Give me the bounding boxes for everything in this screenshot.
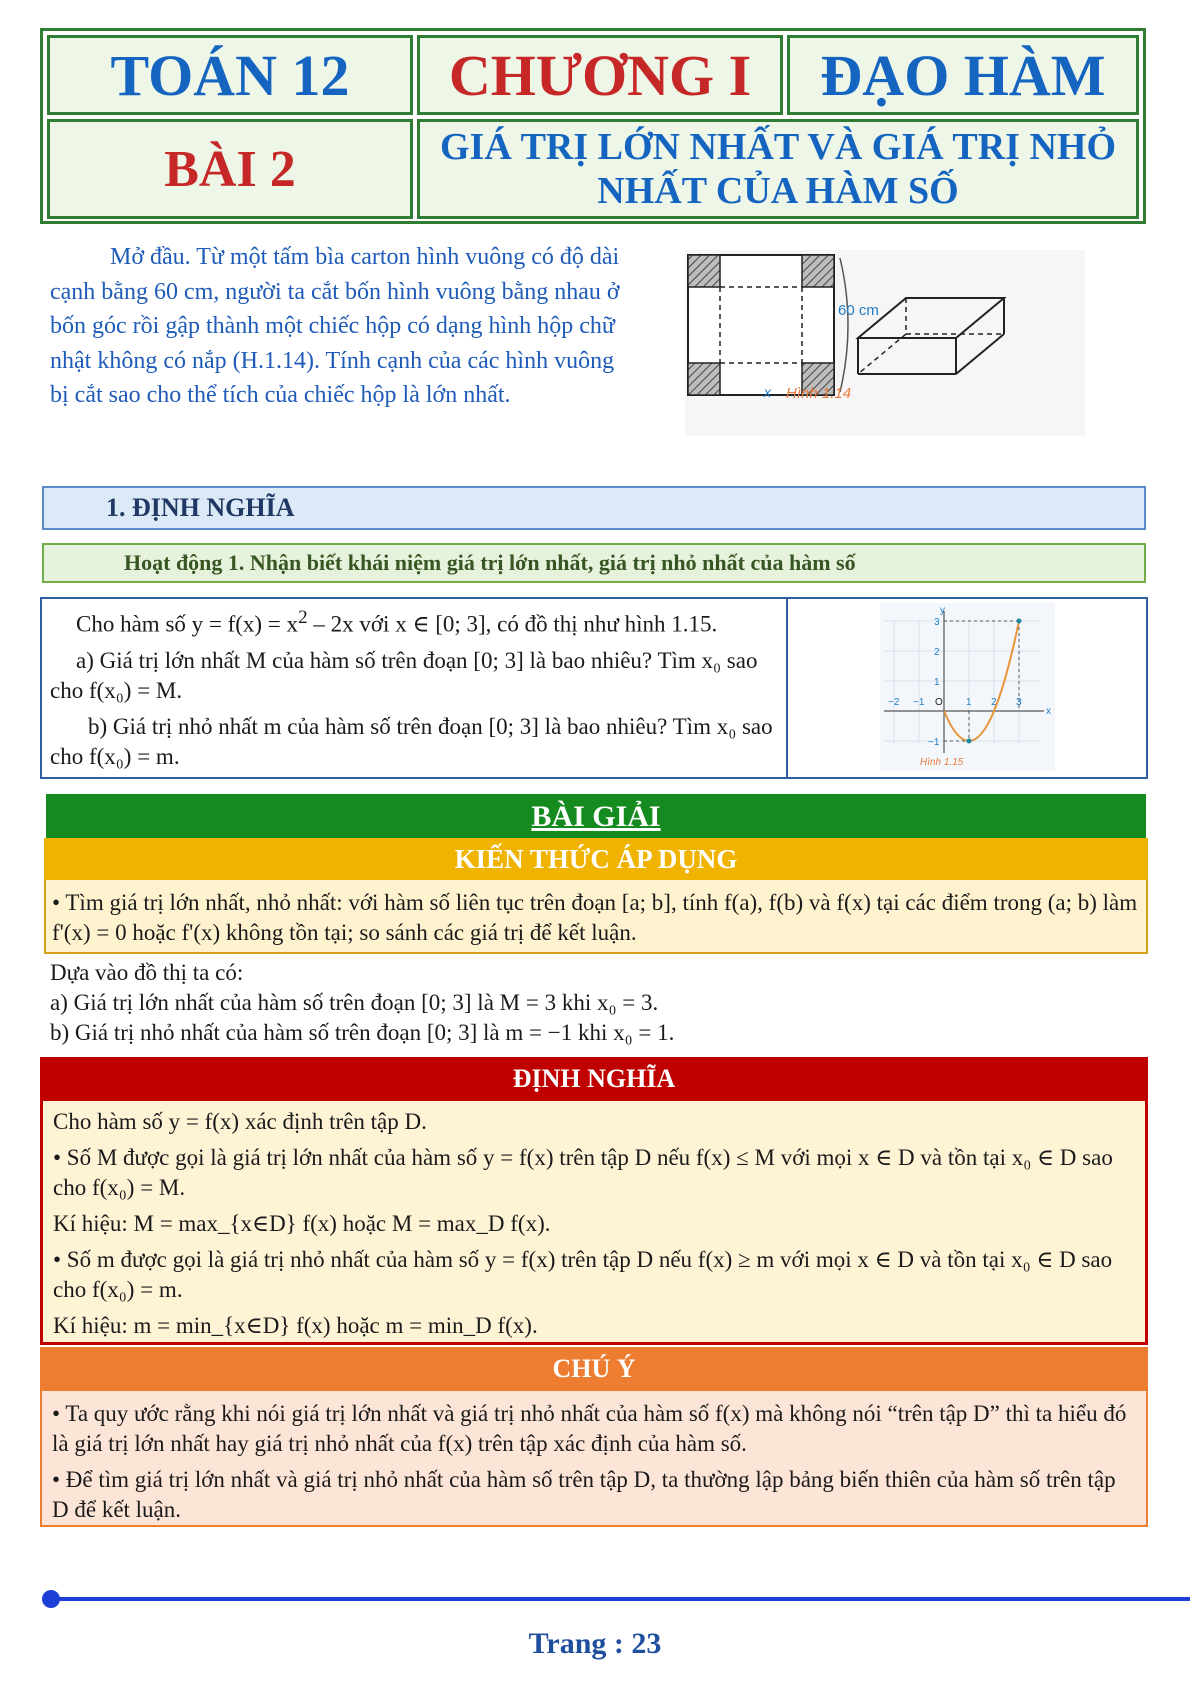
definition-max-notation: Kí hiệu: M = max_{x∈D} f(x) hoặc M = max_D f(x). — [53, 1211, 551, 1236]
statement-end: – 2x với x ∈ [0; 3], có đồ thị như hình 1.15. — [307, 611, 718, 637]
side-length-label: 60 cm — [838, 302, 879, 319]
x-tick-label: 1 — [966, 697, 972, 708]
definition-min-notation: Kí hiệu: m = min_{x∈D} f(x) hoặc m = min_D f(x). — [53, 1313, 538, 1338]
intro-paragraph: Mở đầu. Từ một tấm bìa carton hình vuông có độ dài cạnh bằng 60 cm, người ta cắt bốn hình vuông bằng nhau ở bốn góc rồi gập thành một chiếc hộp có dạng hình hộp chữ nhật không có nắp (H.1.14). Tính cạnh của các hình vuông bị cắt sao cho thể tích của chiếc hộp là lớn nhất. — [50, 244, 620, 408]
y-tick-label: −1 — [928, 737, 940, 748]
y-tick-label: 3 — [934, 617, 940, 628]
activity-statement — [50, 603, 780, 640]
solution-banner: BÀI GIẢI — [46, 794, 1146, 840]
lesson-label: BÀI 2 — [47, 119, 413, 219]
definition-heading: ĐỊNH NGHĨA — [40, 1057, 1148, 1101]
x-axis-label: x — [1046, 706, 1051, 717]
definition-box — [40, 1101, 1148, 1345]
y-tick-label: 2 — [934, 647, 940, 658]
chapter-label: CHƯƠNG I — [417, 35, 783, 115]
solution-text — [50, 958, 1050, 1048]
lesson-title-line1: GIÁ TRỊ LỚN NHẤT VÀ GIÁ TRỊ NHỎ — [439, 126, 1117, 168]
graph-caption: Hình 1.15 — [920, 757, 964, 768]
x-tick-label: 3 — [1016, 697, 1022, 708]
corner-cut — [688, 255, 720, 287]
solution-intro: Dựa vào đồ thị ta có: — [50, 960, 244, 985]
function-graph — [880, 603, 1055, 771]
graph-background — [880, 603, 1055, 771]
definition-max: • Số M được gọi là giá trị lớn nhất của hàm số y = f(x) trên tập D nếu f(x) ≤ M với mọi x ∈ D và tồn tại x₀ ∈ D sao cho f(x₀) = M. — [53, 1145, 1113, 1200]
statement-start: Cho hàm số y = f(x) = x — [76, 611, 299, 637]
x-tick-label: −2 — [888, 697, 900, 708]
subject-title: TOÁN 12 — [47, 35, 413, 115]
note-p1: • Ta quy ước rằng khi nói giá trị lớn nhất và giá trị nhỏ nhất của hàm số f(x) mà không nói “trên tập D” thì ta hiểu đó là giá trị lớn nhất hay giá trị nhỏ nhất của f(x) trên tập xác định của hàm số. — [52, 1401, 1127, 1456]
solution-answer-a: a) Giá trị lớn nhất của hàm số trên đoạn [0; 3] là M = 3 khi x₀ = 3. — [50, 990, 659, 1015]
note-box — [40, 1391, 1148, 1527]
figure-box-net — [680, 250, 1100, 436]
activity-text — [50, 603, 780, 778]
corner-cut — [688, 363, 720, 395]
corner-cut — [802, 255, 834, 287]
knowledge-text: • Tìm giá trị lớn nhất, nhỏ nhất: với hàm số liên tục trên đoạn [a; b], tính f(a), f(b) và f(x) tại các điểm trong (a; b) làm f'(x) = 0 hoặc f'(x) không tồn tại; so sánh các giá trị để kết luận. — [44, 880, 1148, 954]
lesson-title — [417, 119, 1139, 219]
y-axis-label: y — [940, 605, 945, 616]
header-table — [40, 28, 1146, 224]
activity-heading: Hoạt động 1. Nhận biết khái niệm giá trị lớn nhất, giá trị nhỏ nhất của hàm số — [42, 543, 1146, 583]
solution-answer-b: b) Giá trị nhỏ nhất của hàm số trên đoạn [0; 3] là m = −1 khi x₀ = 1. — [50, 1020, 675, 1045]
cut-size-label: x — [764, 384, 771, 400]
knowledge-heading: KIẾN THỨC ÁP DỤNG — [44, 838, 1148, 880]
definition-min: • Số m được gọi là giá trị nhỏ nhất của hàm số y = f(x) trên tập D nếu f(x) ≥ m với mọi x ∈ D và tồn tại x₀ ∈ D sao cho f(x₀) = m. — [53, 1247, 1113, 1302]
note-heading: CHÚ Ý — [40, 1347, 1148, 1391]
origin-label: O — [935, 697, 943, 708]
chapter-title: ĐẠO HÀM — [787, 35, 1139, 115]
question-b: b) Giá trị nhỏ nhất m của hàm số trên đoạn [0; 3] là bao nhiêu? Tìm x₀ sao cho f(x₀) = m. — [50, 713, 773, 769]
definition-p1: Cho hàm số y = f(x) xác định trên tập D. — [53, 1109, 427, 1134]
max-point — [1017, 619, 1022, 624]
x-tick-label: −1 — [913, 697, 925, 708]
footer-line — [50, 1597, 1190, 1601]
section-heading: 1. ĐỊNH NGHĨA — [42, 486, 1146, 530]
y-tick-label: 1 — [934, 677, 940, 688]
x-tick-label: 2 — [991, 697, 997, 708]
lesson-title-line2: NHẤT CỦA HÀM SỐ — [597, 170, 959, 212]
activity-divider — [786, 597, 788, 779]
figure-caption: Hình 1.14 — [786, 385, 852, 402]
min-point — [967, 739, 972, 744]
question-a: a) Giá trị lớn nhất M của hàm số trên đoạn [0; 3] là bao nhiêu? Tìm x₀ sao cho f(x₀) = M. — [50, 647, 758, 703]
note-p2: • Để tìm giá trị lớn nhất và giá trị nhỏ nhất của hàm số trên tập D, ta thường lập bảng biến thiên của hàm số trên tập D để kết luận. — [52, 1467, 1116, 1522]
page-number: Trang : 23 — [528, 1627, 662, 1660]
exponent: 2 — [298, 607, 308, 628]
footer-dot — [42, 1590, 60, 1608]
